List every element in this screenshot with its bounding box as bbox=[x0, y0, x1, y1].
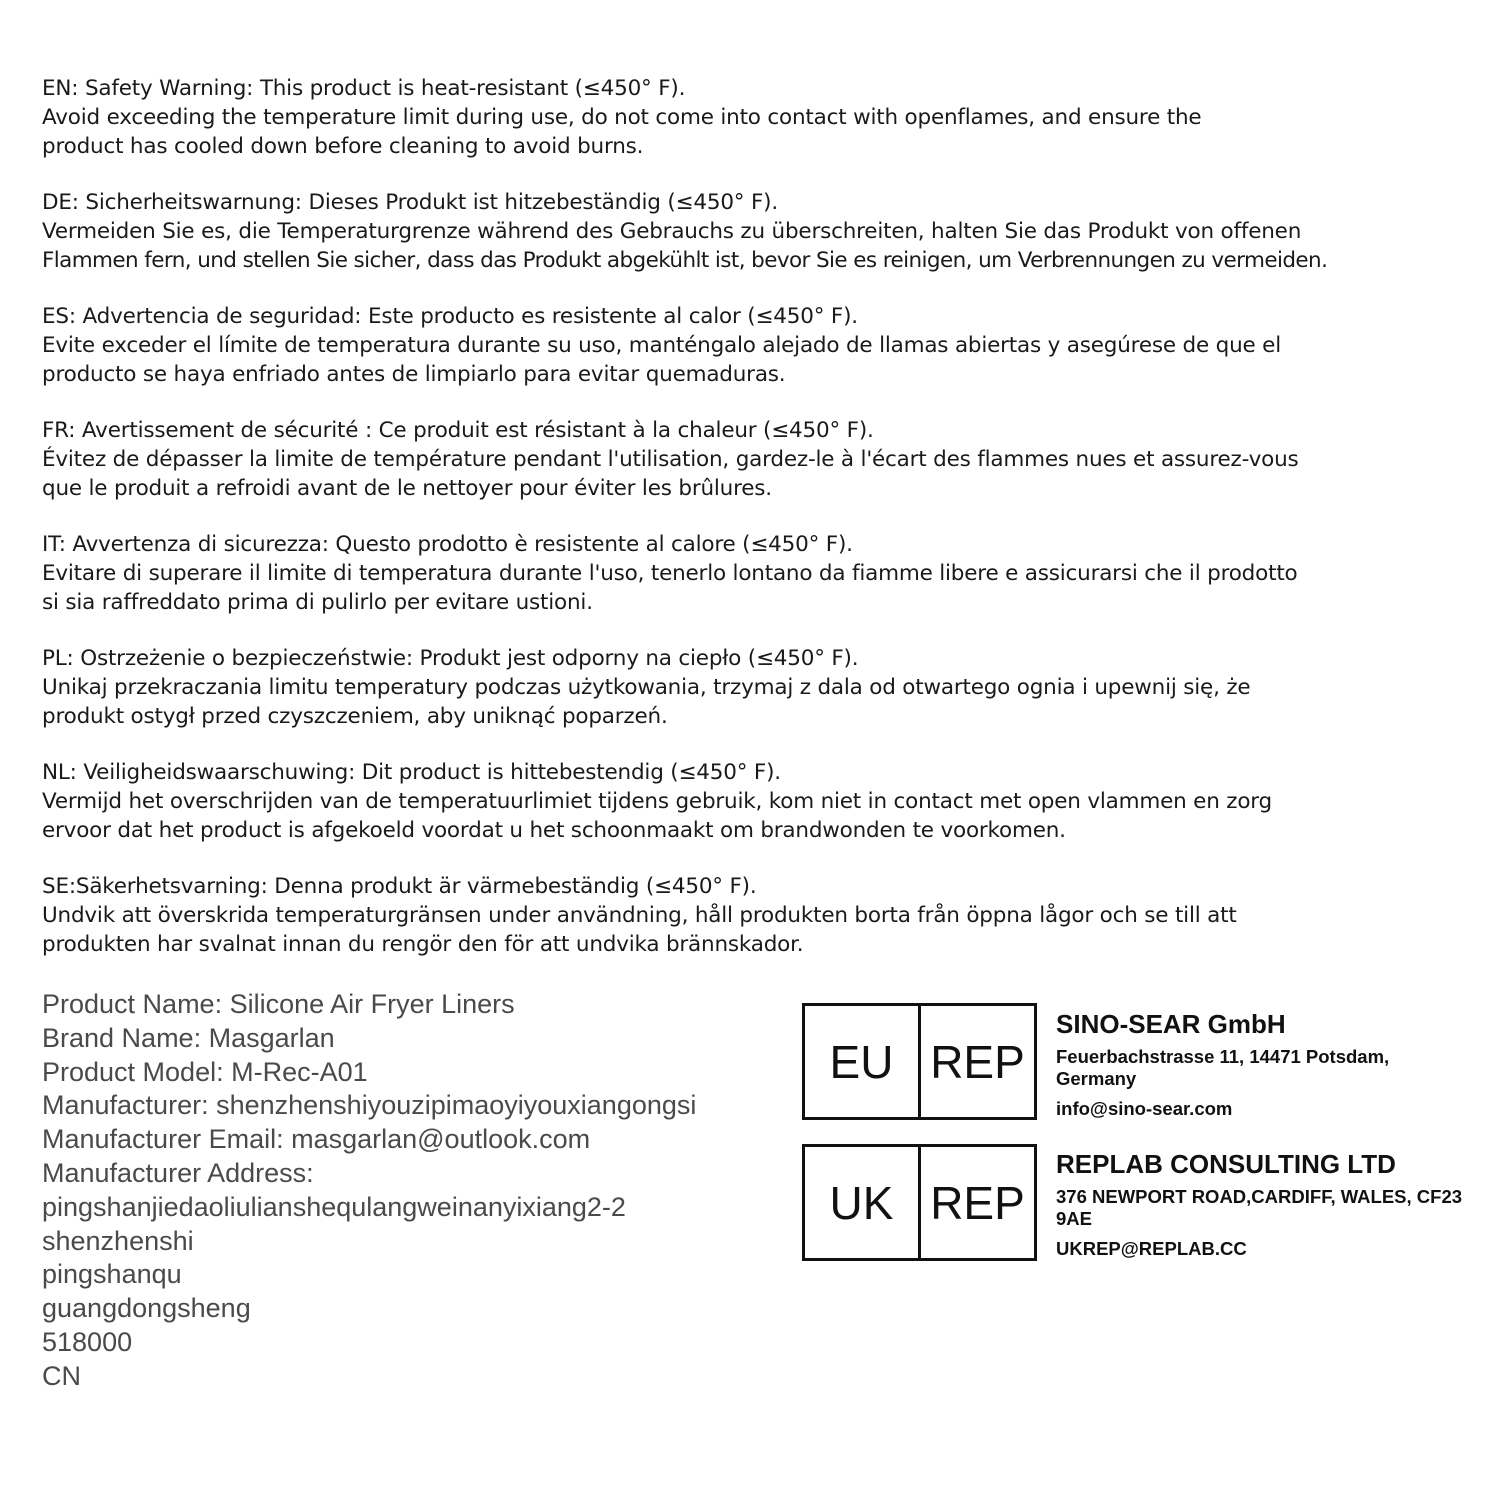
warning-heading: PL: Ostrzeżenie o bezpieczeństwie: Produkt jest odporny na ciepło (≤450° F). bbox=[42, 646, 859, 671]
warning-text: Undvik att överskrida temperaturgränsen under användning, håll produkten borta från öppna lågor och se till att bbox=[42, 903, 1237, 928]
warning-text: producto se haya enfriado antes de limpiarlo para evitar quemaduras. bbox=[42, 362, 786, 387]
warning-text: si sia raffreddato prima di pulirlo per evitare ustioni. bbox=[42, 590, 593, 615]
product-model: Product Model: M-Rec-A01 bbox=[42, 1056, 368, 1087]
uk-rep-email: UKREP@REPLAB.CC bbox=[1056, 1238, 1247, 1259]
warning-en bbox=[42, 74, 1482, 161]
warning-pl bbox=[42, 644, 1482, 731]
warning-text: produkt ostygł przed czyszczeniem, aby uniknąć poparzeń. bbox=[42, 704, 668, 729]
eu-rep-name: SINO-SEAR GmbH bbox=[1056, 1009, 1286, 1039]
uk-rep-details bbox=[1056, 1148, 1476, 1260]
warning-nl bbox=[42, 758, 1482, 845]
eu-rep-address: Feuerbachstrasse 11, 14471 Potsdam, Germany bbox=[1056, 1046, 1390, 1089]
eu-rep-details bbox=[1056, 1008, 1456, 1120]
warning-heading: ES: Advertencia de seguridad: Este producto es resistente al calor (≤450° F). bbox=[42, 304, 858, 329]
warning-it bbox=[42, 530, 1482, 617]
safety-warnings bbox=[42, 74, 1482, 986]
address-line: guangdongsheng bbox=[42, 1293, 251, 1324]
warning-heading: SE:Säkerhetsvarning: Denna produkt är värmebeständig (≤450° F). bbox=[42, 874, 757, 899]
warning-heading: NL: Veiligheidswaarschuwing: Dit product is hittebestendig (≤450° F). bbox=[42, 760, 781, 785]
product-name: Product Name: Silicone Air Fryer Liners bbox=[42, 989, 515, 1019]
uk-rep-address: 376 NEWPORT ROAD,CARDIFF, WALES, CF23 9AE bbox=[1056, 1186, 1463, 1229]
warning-es bbox=[42, 302, 1482, 389]
warning-se bbox=[42, 872, 1482, 959]
address-line: shenzhenshi bbox=[42, 1225, 194, 1256]
warning-text: Évitez de dépasser la limite de température pendant l'utilisation, gardez-le à l'écart des flammes nues et assurez-vous bbox=[42, 447, 1299, 472]
warning-text: Flammen fern, und stellen Sie sicher, dass das Produkt abgekühlt ist, bevor Sie es reinigen, um Verbrennungen zu vermeiden. bbox=[42, 248, 1328, 273]
eu-rep-symbol bbox=[802, 1003, 1037, 1120]
warning-text: Unikaj przekraczania limitu temperatury podczas użytkowania, trzymaj z dala od otwartego ognia i upewnij się, że bbox=[42, 675, 1251, 700]
address-postcode: 518000 bbox=[42, 1326, 133, 1357]
warning-text: produkten har svalnat innan du rengör den för att undvika brännskador. bbox=[42, 932, 804, 957]
warning-text: ervoor dat het product is afgekoeld voordat u het schoonmaakt om brandwonden te voorkomen. bbox=[42, 818, 1066, 843]
warning-heading: FR: Avertissement de sécurité : Ce produit est résistant à la chaleur (≤450° F). bbox=[42, 418, 874, 443]
manufacturer-address-label: Manufacturer Address: bbox=[42, 1157, 314, 1188]
brand-name: Brand Name: Masgarlan bbox=[42, 1022, 335, 1053]
eu-rep-box-right: REP bbox=[930, 1035, 1025, 1088]
uk-rep-box-right: REP bbox=[930, 1176, 1025, 1229]
manufacturer: Manufacturer: shenzhenshiyouzipimaoyiyouxiangongsi bbox=[42, 1090, 697, 1121]
warning-de bbox=[42, 188, 1482, 275]
uk-rep-box-left: UK bbox=[805, 1147, 921, 1258]
uk-rep-name: REPLAB CONSULTING LTD bbox=[1056, 1149, 1396, 1179]
warning-text: Evitare di superare il limite di temperatura durante l'uso, tenerlo lontano da fiamme libere e assicurarsi che il prodotto bbox=[42, 561, 1298, 586]
warning-heading: DE: Sicherheitswarnung: Dieses Produkt ist hitzebeständig (≤450° F). bbox=[42, 190, 778, 215]
warning-heading: EN: Safety Warning: This product is heat-resistant (≤450° F). bbox=[42, 76, 686, 101]
warning-heading: IT: Avvertenza di sicurezza: Questo prodotto è resistente al calore (≤450° F). bbox=[42, 532, 853, 557]
manufacturer-email: Manufacturer Email: masgarlan@outlook.com bbox=[42, 1124, 591, 1155]
product-info bbox=[42, 988, 782, 1394]
uk-rep-symbol bbox=[802, 1144, 1037, 1261]
warning-text: product has cooled down before cleaning to avoid burns. bbox=[42, 134, 644, 159]
address-line: pingshanjiedaoliulianshequlangweinanyixiang2-2 bbox=[42, 1191, 626, 1222]
warning-fr bbox=[42, 416, 1482, 503]
address-line: pingshanqu bbox=[42, 1259, 182, 1290]
warning-text: Vermijd het overschrijden van de temperatuurlimiet tijdens gebruik, kom niet in contact met open vlammen en zorg bbox=[42, 789, 1273, 814]
warning-text: que le produit a refroidi avant de le nettoyer pour éviter les brûlures. bbox=[42, 476, 772, 501]
eu-rep-email: info@sino-sear.com bbox=[1056, 1098, 1233, 1119]
address-country: CN bbox=[42, 1360, 81, 1391]
warning-text: Avoid exceeding the temperature limit during use, do not come into contact with openflames, and ensure the bbox=[42, 105, 1202, 130]
warning-text: Vermeiden Sie es, die Temperaturgrenze während des Gebrauchs zu überschreiten, halten Sie das Produkt von offenen bbox=[42, 219, 1302, 244]
warning-text: Evite exceder el límite de temperatura durante su uso, manténgalo alejado de llamas abiertas y asegúrese de que el bbox=[42, 333, 1281, 358]
eu-rep-box-left: EU bbox=[805, 1006, 921, 1117]
